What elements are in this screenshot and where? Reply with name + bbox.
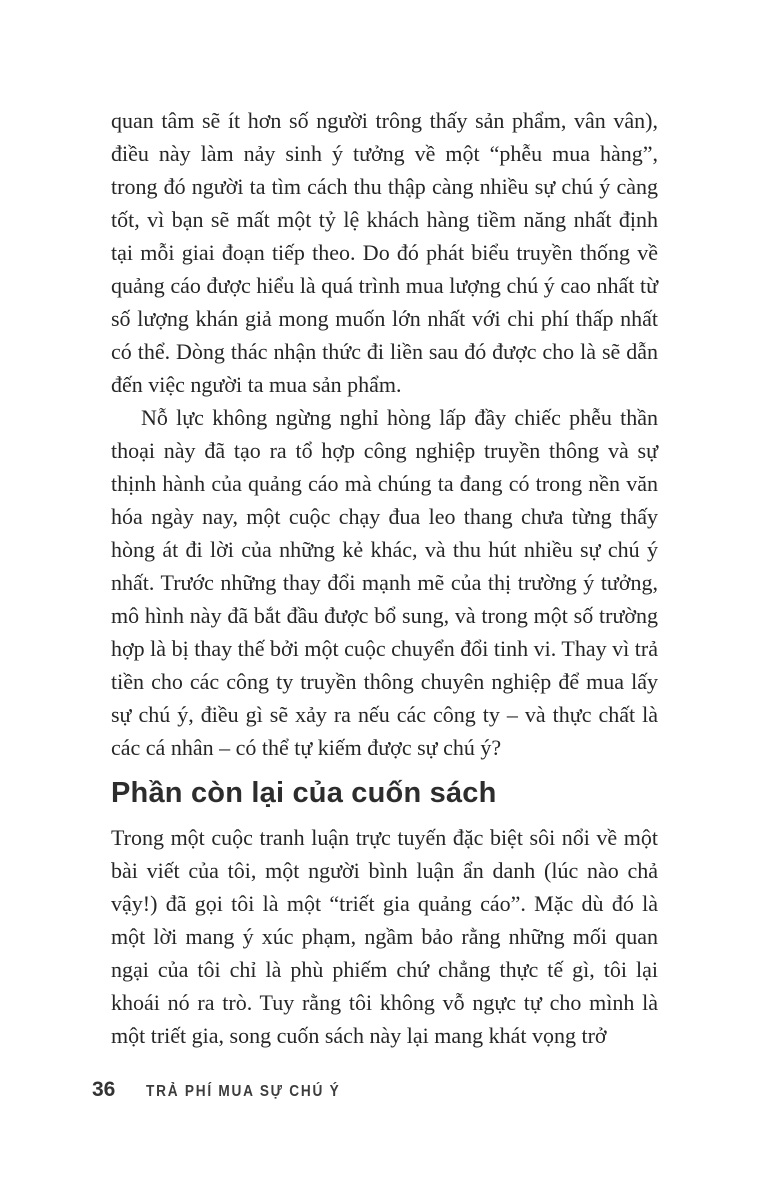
section-heading: Phần còn lại của cuốn sách	[111, 777, 497, 809]
page-content	[111, 104, 658, 1052]
paragraph: Nỗ lực không ngừng nghỉ hòng lấp đầy chiếc phễu thần thoại này đã tạo ra tổ hợp công nghiệp truyền thông và sự thịnh hành của quảng cáo mà chúng ta đang có trong nền văn hóa ngày nay, một cuộc chạy đua leo thang chưa từng thấy hòng át đi lời của những kẻ khác, và thu hút nhiều sự chú ý nhất. Trước những thay đổi mạnh mẽ của thị trường ý tưởng, mô hình này đã bắt đầu được bổ sung, và trong một số trường hợp là bị thay thế bởi một cuộc chuyển đổi tinh vi. Thay vì trả tiền cho các công ty truyền thông chuyên nghiệp để mua lấy sự chú ý, điều gì sẽ xảy ra nếu các công ty – và thực chất là các cá nhân – có thể tự kiếm được sự chú ý?	[111, 405, 658, 760]
paragraph-continuation: quan tâm sẽ ít hơn số người trông thấy sản phẩm, vân vân), điều này làm nảy sinh ý tưởng về một “phễu mua hàng”, trong đó người ta tìm cách thu thập càng nhiều sự chú ý càng tốt, vì bạn sẽ mất một tỷ lệ khách hàng tiềm năng nhất định tại mỗi giai đoạn tiếp theo. Do đó phát biểu truyền thống về quảng cáo được hiểu là quá trình mua lượng chú ý cao nhất từ số lượng khán giả mong muốn lớn nhất với chi phí thấp nhất có thể. Dòng thác nhận thức đi liền sau đó được cho là sẽ dẫn đến việc người ta mua sản phẩm.	[111, 108, 658, 397]
running-title: TRẢ PHÍ MUA SỰ CHÚ Ý	[146, 1083, 341, 1100]
page-footer	[92, 1078, 367, 1102]
page-number: 36	[92, 1078, 116, 1101]
paragraph: Trong một cuộc tranh luận trực tuyến đặc biệt sôi nổi về một bài viết của tôi, một người bình luận ẩn danh (lúc nào chả vậy!) đã gọi tôi là một “triết gia quảng cáo”. Mặc dù đó là một lời mang ý xúc phạm, ngầm bảo rằng những mối quan ngại của tôi chỉ là phù phiếm chứ chẳng thực tế gì, tôi lại khoái nó ra trò. Tuy rằng tôi không vỗ ngực tự cho mình là một triết gia, song cuốn sách này lại mang khát vọng trở	[111, 825, 658, 1048]
